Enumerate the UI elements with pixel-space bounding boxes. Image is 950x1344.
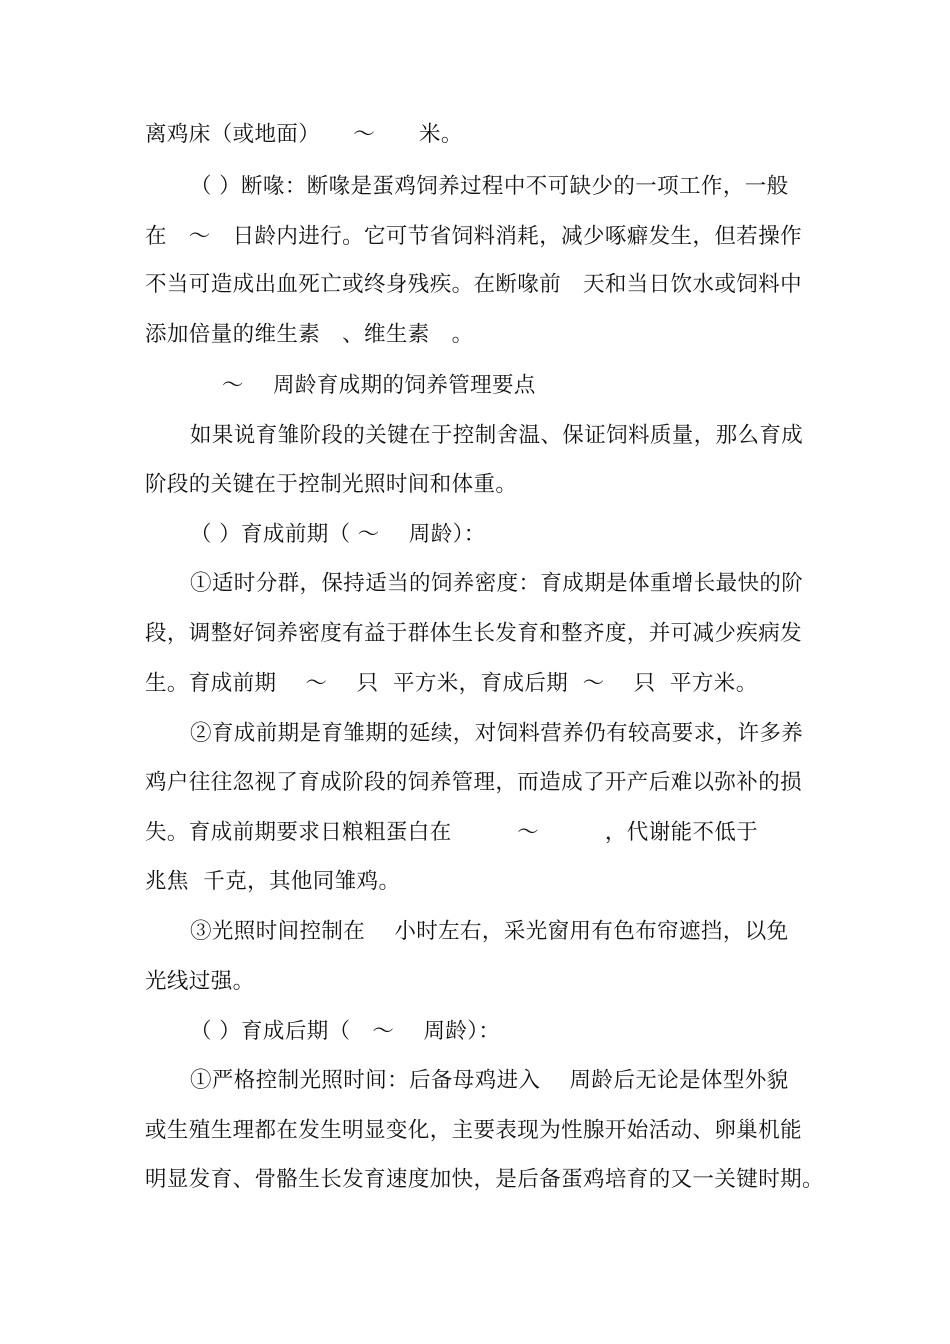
text-line: 或生殖生理都在发生明显变化，主要表现为性腺开始活动、卵巢机能 <box>145 1118 803 1143</box>
text-line: 明显发育、骨骼生长发育速度加快，是后备蛋鸡培育的又一关键时期。 <box>145 1167 824 1192</box>
text-line: ①严格控制光照时间：后备母鸡进入 周龄后无论是体型外貌 <box>190 1068 789 1093</box>
subsection-heading: （ ）育成前期（ ～ 周龄）： <box>190 522 486 547</box>
text-line: 兆焦 千克，其他同雏鸡。 <box>145 869 401 894</box>
text-line: （ ）断喙：断喙是蛋鸡饲养过程中不可缺少的一项工作，一般 <box>190 174 789 199</box>
text-line: 生。育成前期 ～ 只 平方米，育成后期 ～ 只 平方米。 <box>145 671 758 696</box>
text-line: ②育成前期是育雏期的延续，对饲料营养仍有较高要求，许多养 <box>190 721 804 746</box>
section-heading: ～ 周龄育成期的饲养管理要点 <box>222 373 536 398</box>
text-line: ①适时分群，保持适当的饲养密度：育成期是体重增长最快的阶 <box>190 571 804 596</box>
text-line: ③光照时间控制在 小时左右，采光窗用有色布帘遮挡，以免 <box>190 919 789 944</box>
subsection-heading: （ ）育成后期（ ～ 周龄）： <box>190 1019 501 1044</box>
text-line: 鸡户往往忽视了育成阶段的饲养管理，而造成了开产后难以弥补的损 <box>145 770 803 795</box>
text-line: 阶段的关键在于控制光照时间和体重。 <box>145 472 518 497</box>
text-line: 失。育成前期要求日粮粗蛋白在 ～ ，代谢能不低于 <box>145 820 759 845</box>
text-line: 离鸡床（或地面） ～ 米。 <box>145 122 463 147</box>
text-line: 如果说育雏阶段的关键在于控制舍温、保证饲料质量，那么育成 <box>190 423 804 448</box>
text-line: 添加倍量的维生素 、维生素 。 <box>145 322 474 347</box>
text-line: 光线过强。 <box>145 969 255 994</box>
text-line: 段，调整好饲养密度有益于群体生长发育和整齐度，并可减少疾病发 <box>145 621 803 646</box>
text-line: 在 ～ 日龄内进行。它可节省饲料消耗，减少啄癖发生，但若操作 <box>145 224 803 249</box>
text-line: 不当可造成出血死亡或终身残疾。在断喙前 天和当日饮水或饲料中 <box>145 272 803 297</box>
